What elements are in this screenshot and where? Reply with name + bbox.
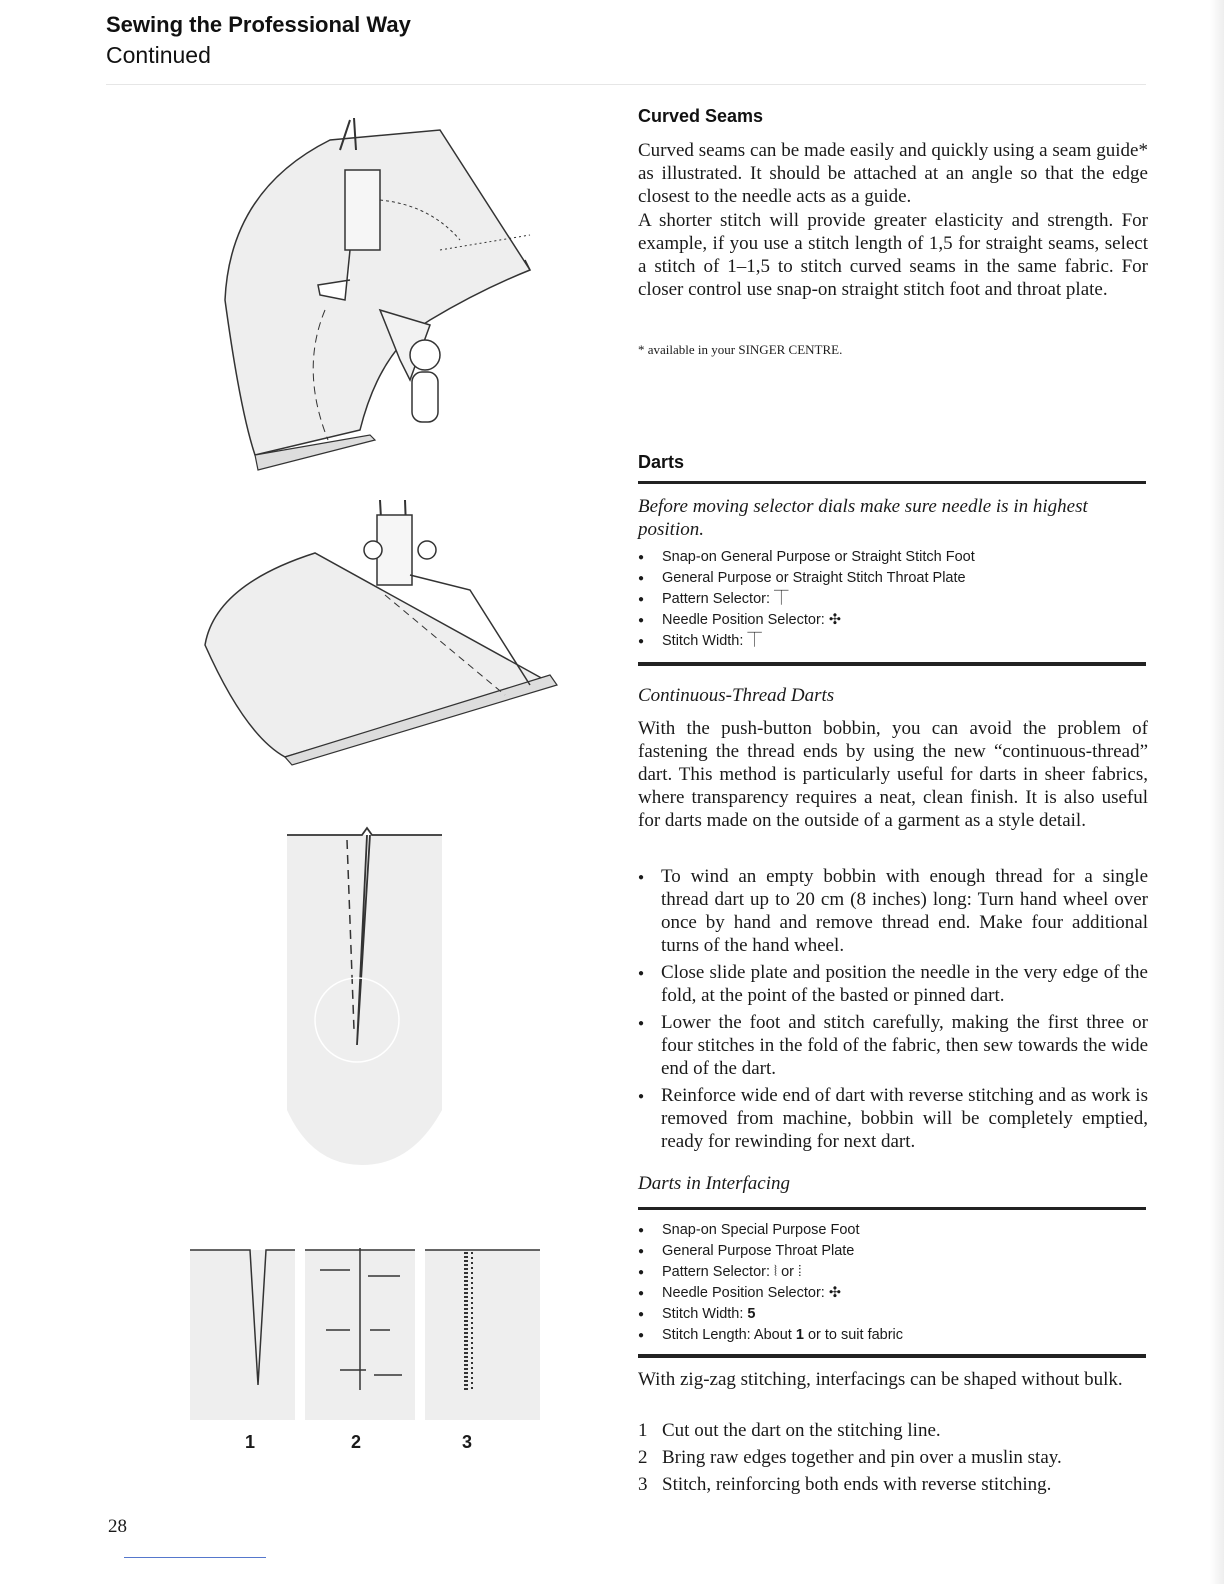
zigzag-pattern-icon: ⦚	[774, 1264, 778, 1280]
page-subtitle: Continued	[106, 42, 211, 68]
list-item: ● Snap-on General Purpose or Straight Stitch Foot	[638, 547, 1148, 568]
page-title: Sewing the Professional Way	[106, 12, 411, 37]
interfacing-dart-steps-illustration	[190, 1240, 540, 1425]
darts-needle-note: Before moving selector dials make sure needle is in highest position.	[638, 496, 1088, 540]
darts-settings-list	[638, 547, 1148, 652]
figure-label-3: 3	[462, 1432, 473, 1452]
curved-seam-illustration	[200, 110, 550, 480]
darts-rule-top	[638, 481, 1146, 484]
list-item: ● Pattern Selector: ⦚ or ⦙	[638, 1262, 1148, 1283]
list-item: ● Needle Position Selector: ✣	[638, 1283, 1148, 1304]
continuous-thread-paragraph: With the push-button bobbin, you can avoid the problem of fastening the thread ends by using the new “continuous-thread” dart. This method is particularly useful for darts in sheer fabrics, where transparency requires a neat, clean finish. It is also useful for darts made on the outside of a garment as a style detail.	[638, 718, 1148, 831]
stitch-width-zero-icon: ⏉	[747, 633, 762, 649]
dart-sewing-illustration	[195, 495, 565, 775]
list-item: ● Needle Position Selector: ✣	[638, 610, 1148, 631]
interfacing-rule-bottom	[638, 1354, 1146, 1358]
interfacing-settings-list	[638, 1220, 1148, 1346]
list-item: ● Stitch Width: ⏉	[638, 631, 1148, 652]
section-heading-curved-seams: Curved Seams	[638, 106, 764, 126]
page-number: 28	[108, 1516, 127, 1537]
curved-seams-footnote: * available in your SINGER CENTRE.	[638, 342, 843, 357]
interfacing-steps	[638, 1417, 1148, 1498]
curved-seams-paragraph-2: A shorter stitch will provide greater elasticity and strength. For example, if you use a stitch length of 1,5 for straight seams, select a stitch of 1–1,5 to stitch curved seams in the same fabric. For closer control use snap-on straight stitch foot and throat plate.	[638, 210, 1148, 300]
section-heading-darts: Darts	[638, 452, 685, 472]
interfacing-paragraph: With zig-zag stitching, interfacings can be shaped without bulk.	[638, 1369, 1123, 1390]
list-item: ● To wind an empty bobbin with enough thread for a single thread dart up to 20 cm (8 inches) long: Turn hand wheel over once by hand and remove thread end. Make four additional turns of the hand wheel.	[638, 865, 1148, 957]
multi-zigzag-pattern-icon: ⦙	[798, 1264, 802, 1280]
footer-line	[124, 1557, 266, 1558]
subheading-darts-in-interfacing: Darts in Interfacing	[638, 1173, 790, 1194]
list-item: 3 Stitch, reinforcing both ends with reverse stitching.	[638, 1474, 1052, 1495]
center-needle-position-icon: ✣	[828, 1285, 842, 1301]
list-item: ● Stitch Width: 5	[638, 1304, 1148, 1325]
continuous-thread-steps	[638, 865, 1148, 1157]
figure-label-2: 2	[351, 1432, 362, 1452]
list-item: ● General Purpose or Straight Stitch Throat Plate	[638, 568, 1148, 589]
list-item: ● General Purpose Throat Plate	[638, 1241, 1148, 1262]
list-item: ● Lower the foot and stitch carefully, making the first three or four stitches in the fold of the fabric, then sew towards the wide end of the dart.	[638, 1011, 1148, 1080]
figure-label-1: 1	[245, 1432, 256, 1452]
center-needle-position-icon: ✣	[828, 612, 842, 628]
list-item: ● Pattern Selector: ⏉	[638, 589, 1148, 610]
dart-point-illustration	[282, 820, 448, 1170]
page-edge-shadow	[1210, 0, 1224, 1584]
list-item: 1 Cut out the dart on the stitching line.	[638, 1420, 941, 1441]
straight-stitch-pattern-icon: ⏉	[774, 591, 789, 607]
list-item: ● Reinforce wide end of dart with reverse stitching and as work is removed from machine, bobbin will be completely emptied, ready for rewinding for next dart.	[638, 1084, 1148, 1153]
list-item: ● Close slide plate and position the needle in the very edge of the fold, at the point of the basted or pinned dart.	[638, 961, 1148, 1007]
list-item: 2 Bring raw edges together and pin over a muslin stay.	[638, 1447, 1062, 1468]
header-divider	[106, 84, 1146, 85]
interfacing-rule-top	[638, 1207, 1146, 1210]
list-item: ● Snap-on Special Purpose Foot	[638, 1220, 1148, 1241]
subheading-continuous-thread-darts: Continuous-Thread Darts	[638, 685, 835, 706]
list-item: ● Stitch Length: About 1 or to suit fabric	[638, 1325, 1148, 1346]
curved-seams-paragraph-1: Curved seams can be made easily and quickly using a seam guide* as illustrated. It should be attached at an angle so that the edge closest to the needle acts as a guide.	[638, 140, 1148, 207]
darts-rule-bottom	[638, 662, 1146, 666]
